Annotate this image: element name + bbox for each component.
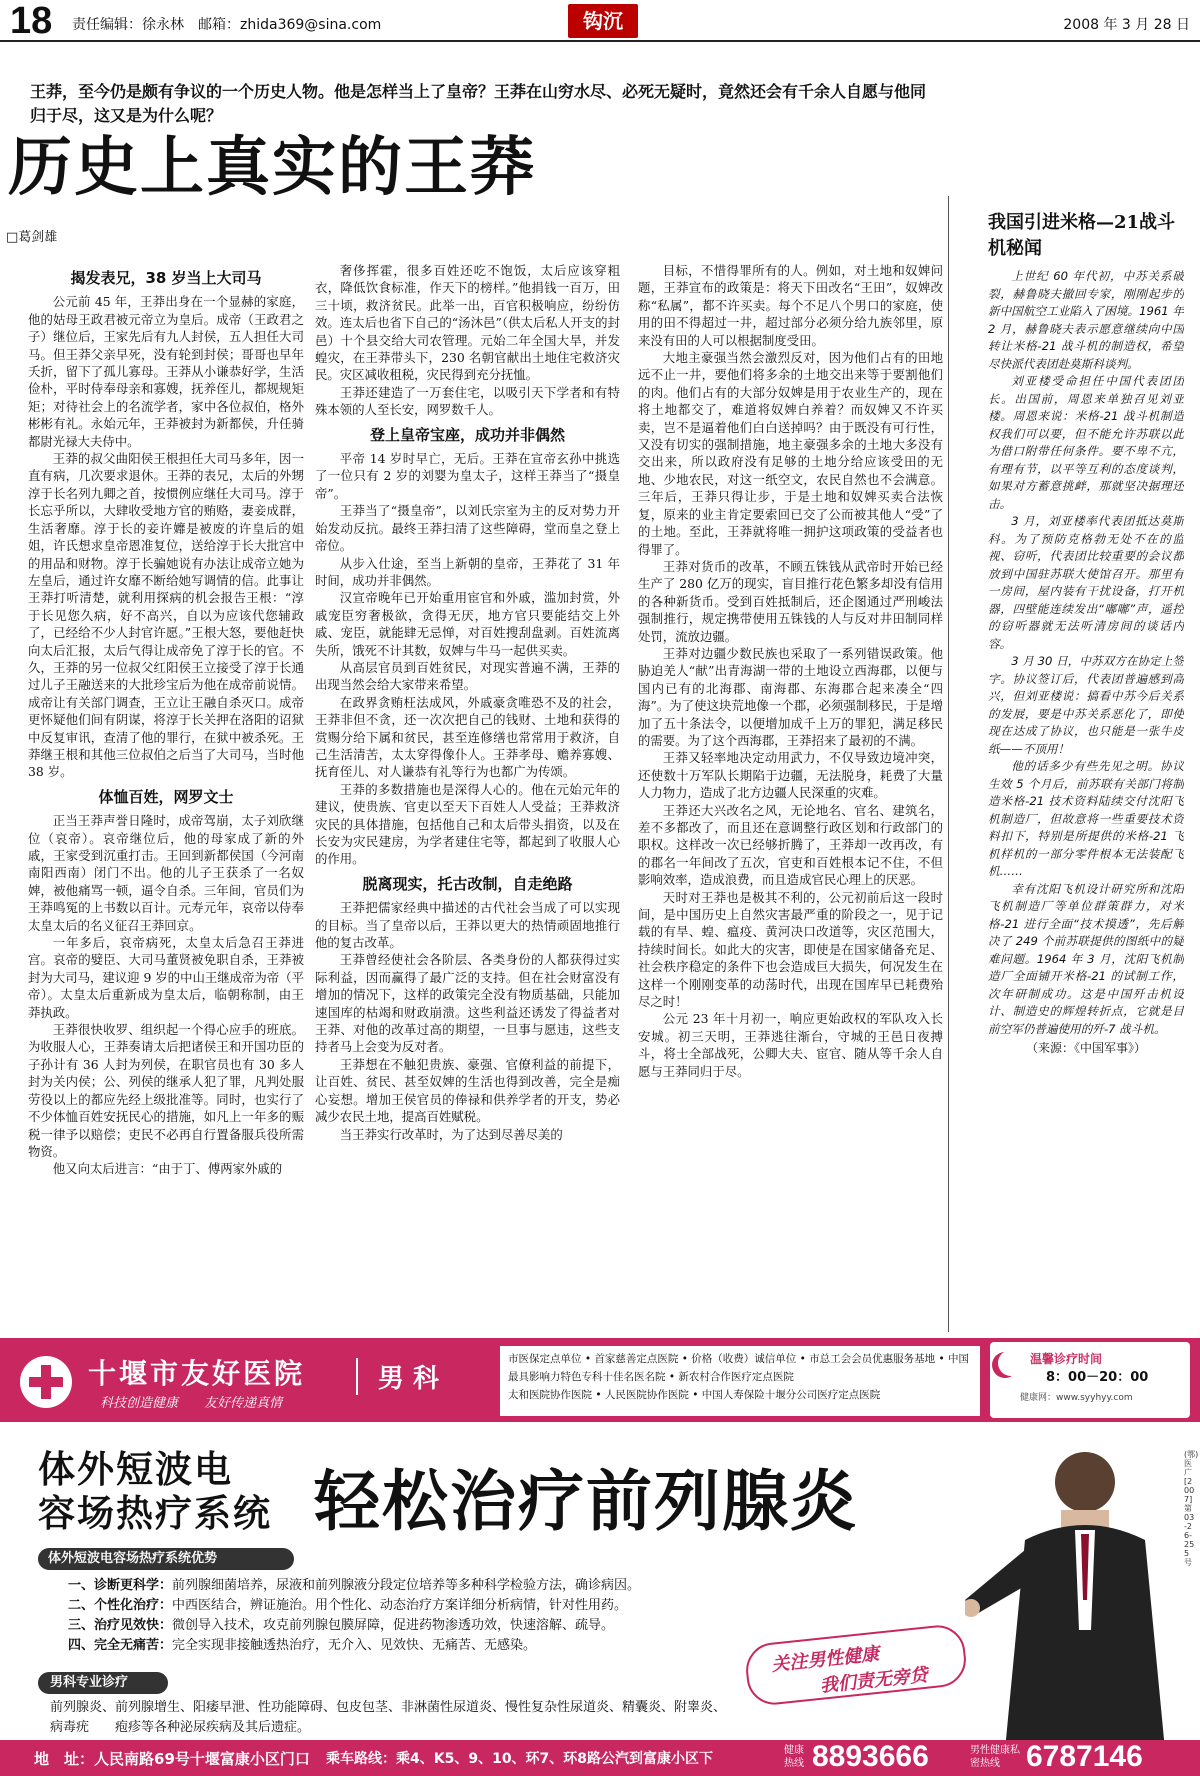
subsection-heading: 登上皇帝宝座，成功并非偶然 bbox=[369, 425, 565, 444]
article-paragraph: 王莽又轻率地决定动用武力，不仅导致边境冲突，还使数十万军队长期陷于边疆，无法脱身，耗费了大量人力物力，造成了北方边疆人民深重的灾难。 bbox=[638, 750, 943, 801]
sidebar-paragraph: 3 月，刘亚楼率代表团抵达莫斯科。为了预防克格勃无处不在的监视、窃听，代表团比较重要的会议都放到中国驻苏联大使馆召开。那里有一房间，屋内装有干扰设备，打开机器，四壁能连续发出“嘟嘟”声，遥控的窃听器就无法听清房间的谈话内容。 bbox=[988, 514, 1184, 651]
subsection-heading: 脱离现实，托古改制，自走绝路 bbox=[362, 874, 573, 893]
advantages-heading: 体外短波电容场热疗系统优势 bbox=[38, 1548, 294, 1570]
sidebar-paragraph: 刘亚楼受命担任中国代表团团长。出国前，周恩来单独召见刘亚楼。周恩来说：米格-21 战斗机制造权我们可以要，但不能允许苏联以此为借口附带任何条件。要不卑不亢，有理有节，以平等互利的态度谈判，如果对方蓄意挑衅，那就坚决据理还击。 bbox=[988, 374, 1184, 511]
article-column-1 bbox=[28, 262, 304, 1302]
sidebar-body bbox=[988, 268, 1184, 1308]
section-badge: 钩沉 bbox=[568, 4, 638, 38]
accreditation-list bbox=[500, 1346, 980, 1416]
accreditation-line: 太和医院协作医院 • 人民医院协作医院 • 中国人寿保险十堰分公司医疗定点医院 bbox=[508, 1389, 881, 1401]
article-paragraph: 天时对王莽也是极其不利的，公元初前后这一段时间，是中国历史上自然灾害最严重的阶段之一，见于记载的有旱、蝗、瘟疫、黄河决口改道等，灾区范围大，持续时间长。如此大的灾害，即使是在国家储备充足、社会秩序稳定的条件下也会造成巨大损失，何况发生在这样一个刚刚变革的动荡时代，出现在国库早已耗费殆尽之时！ bbox=[638, 889, 943, 1010]
doctor-figure-icon bbox=[965, 1430, 1165, 1750]
advantage-key: 二、个性化治疗： bbox=[68, 1598, 173, 1613]
article-paragraph: 他又向太后进言：“由于丁、傅两家外戚的 bbox=[52, 1161, 283, 1177]
advantage-key: 四、完全无痛苦： bbox=[68, 1638, 173, 1653]
sidebar-source: （来源：《中国军事》） bbox=[1025, 1041, 1146, 1055]
article-paragraph: 王莽想在不触犯贵族、豪强、官僚利益的前提下，让百姓、贫民、甚至奴婢的生活也得到改善，完全是痴心妄想。增加王侯官员的俸禄和供养学者的开支，势必减少农民土地，提高百姓赋税。 bbox=[315, 1056, 620, 1125]
subsection-heading: 体恤百姓，网罗文士 bbox=[98, 787, 234, 806]
editor-line: 责任编辑：徐永林 邮箱：zhida369@sina.com bbox=[72, 17, 382, 33]
article-paragraph: 公元 23 年十月初一，响应更始政权的军队攻入长安城。初三天明，王莽逃往渐台，守城的王邑日夜搏斗，将士全部战死，公卿大夫、宦官、随从等千余人自愿与王莽同归于尽。 bbox=[638, 1011, 943, 1079]
article-title: 历史上真实的王莽 bbox=[8, 130, 536, 205]
advantage-key: 三、治疗见效快： bbox=[68, 1618, 173, 1633]
advantage-item bbox=[68, 1596, 728, 1616]
article-paragraph: 奢侈挥霍，很多百姓还吃不饱饭，太后应该穿粗衣，降低饮食标准，作天下的榜样。”他捐钱一百万，田三十顷，救济贫民。此举一出，百官积极响应，纷纷仿效。连太后也省下自己的“汤沐邑”（供太后私人开支的封邑）十个县交给大司农管理。元始二年全国大旱，并发蝗灾，在王莽带头下，230 名朝官献出土地住宅救济灾民。灾区减收租税，灾民得到充分抚恤。 bbox=[315, 263, 620, 383]
advantage-item bbox=[68, 1576, 728, 1596]
opening-hours-box bbox=[990, 1342, 1190, 1418]
article-paragraph: 一年多后，哀帝病死，太皇太后急召王莽进宫。哀帝的嬖臣、大司马董贤被免职自杀，王莽被封为大司马，建议迎 9 岁的中山王继成帝为帝（平帝）。太皇太后重新成为皇太后，临朝称制，由王莽执政。 bbox=[28, 935, 304, 1020]
article-paragraph: 汉宣帝晚年已开始重用宦官和外戚，滥加封赏，外戚宠臣穷奢极欲，贪得无厌，地方官只要能结交上外戚、宠臣，就能肆无忌惮，对百姓搜刮盘剥。百姓流离失所，饿死不计其数，奴婢与牛马一起供买卖。 bbox=[315, 590, 620, 658]
advantage-item bbox=[68, 1616, 728, 1636]
hotline-number: 8893666 bbox=[812, 1740, 929, 1773]
hospital-slogan: 科技创造健康 友好传递真情 bbox=[100, 1396, 283, 1411]
headline-left bbox=[38, 1448, 272, 1536]
article-paragraph: 在政界贪贿枉法成风，外戚豪贪唯恐不及的社会，王莽非但不贪，还一次次把自己的钱财、土地和获得的赏赐分给下属和贫民，甚至连修缮也常常用于救济，自己生活清苦，太太穿得像仆人。王莽孝母、赡养寡嫂、抚育侄儿、对人谦恭有礼等行为也都广为传颂。 bbox=[315, 694, 620, 780]
ad-license-number: (鄂)医广[2007]第03-26-255号 bbox=[1184, 1450, 1199, 1567]
private-hotline-number: 6787146 bbox=[1026, 1740, 1143, 1773]
article-paragraph: 正当王莽声誉日隆时，成帝驾崩，太子刘欣继位（哀帝）。哀帝继位后，他的母家成了新的外戚，王家受到沉重打击。王回到新都侯国（今河南南阳西南）闭门不出。他的儿子王获杀了一名奴婢，被他痛骂一顿，逼令自杀。三年间，官员们为王莽鸣冤的上书数以百计。元寿元年，哀帝以侍奉太皇太后的名义征召王莽回京。 bbox=[28, 813, 304, 933]
hospital-address: 地 址：人民南路69号十堰富康小区门口 bbox=[34, 1750, 310, 1768]
hours-label: 温馨诊疗时间 bbox=[1030, 1352, 1103, 1366]
advantages-list bbox=[68, 1576, 728, 1656]
article-column-2 bbox=[315, 262, 620, 1302]
headline-left-line: 体外短波电 bbox=[38, 1448, 233, 1491]
sidebar-article bbox=[988, 210, 1184, 1308]
diagnosis-heading: 男科专业诊疗 bbox=[38, 1672, 168, 1694]
article-author: □葛剑雄 bbox=[6, 230, 58, 245]
article-paragraph: 王莽还大兴改名之风，无论地名、官名、建筑名，差不多都改了，而且还在意调整行政区划和行政部门的职权。这样改一次已经够折腾了，王莽却一改再改，有的郡名一年间改了五次，官吏和百姓根本记不住，不但影响效率，造成浪费，而且造成官民心理上的厌恶。 bbox=[638, 802, 943, 888]
page-header bbox=[0, 0, 1200, 42]
care-slogan-line: 我们责无旁贷 bbox=[818, 1664, 929, 1697]
column-divider bbox=[948, 196, 949, 1332]
bus-route: 乘车路线：乘4、K5、9、10、环7、环8路公汽到富康小区下 bbox=[326, 1751, 714, 1767]
article-paragraph: 公元前 45 年，王莽出身在一个显赫的家庭，他的姑母王政君被元帝立为皇后。成帝（王政君之子）继位后，王家先后有九人封侯，五人担任大司马。但王莽父亲早死，没有轮到封侯；哥哥也早年夭折，留下了孤儿寡母。王莽从小谦恭好学，生活俭朴，平时侍奉母亲和寡嫂，抚养侄儿，都规规矩矩；对待社会上的名流学者，家中各位叔伯，格外彬彬有礼。永始元年，王莽被封为新都侯，升任骑都尉光禄大夫侍中。 bbox=[28, 294, 304, 449]
article-paragraph: 从步入仕途，至当上新朝的皇帝，王莽花了 31 年时间，成功并非偶然。 bbox=[315, 555, 620, 588]
article-paragraph: 王莽曾经使社会各阶层、各类身份的人都获得过实际利益，因而赢得了最广泛的支持。但在社会财富没有增加的情况下，这样的政策完全没有物质基础，只能加速国库的枯竭和财政崩溃。这些利益还诱发了得益者对王莽、对他的改革过高的期望，一旦事与愿违，这些支持者马上会变为反对者。 bbox=[315, 952, 620, 1055]
article-paragraph: 王莽的多数措施也是深得人心的。他在元始元年的建议，使贵族、官吏以至天下百姓人人受益；王莽救济灾民的具体措施，包括他自己和太后带头捐资，以及在长安为灾民建房，为学者建住宅等，都起到了收服人心的作用。 bbox=[315, 781, 620, 867]
article-column-3 bbox=[638, 262, 943, 1302]
article-paragraph: 王莽对货币的改革，不顾五铢钱从武帝时开始已经生产了 280 亿万的现实，盲目推行花色繁多却没有信用的各种新货币。受到百姓抵制后，还企图通过严刑峻法强制推行，规定携带使用五铢钱的人与反对井田制同样处罚，流放边疆。 bbox=[638, 558, 943, 644]
article-paragraph: 平帝 14 岁时早亡，无后。王莽在宣帝玄孙中挑选了一位只有 2 岁的刘婴为皇太子，这样王莽当了“摄皇帝”。 bbox=[315, 451, 620, 501]
sidebar-paragraph: 3 月 30 日，中苏双方在协定上签字。协议签订后，代表团普遍感到高兴，但刘亚楼说：搞看中苏今后关系的发展，要是中苏关系恶化了，即使现在达成了协议，也只能是一张牛皮纸——不顶用！ bbox=[988, 654, 1184, 756]
hours-time: 8：00－20：00 bbox=[1046, 1370, 1149, 1385]
article-paragraph: 大地主豪强当然会激烈反对，因为他们占有的田地远不止一井，要他们将多余的土地交出来等于要割他们的肉。他们占有的大部分奴婢是用于农业生产的，现在将土地都交了，难道将奴婢白养着？而奴婢又不许买卖，岂不是逼着他们白白送掉吗？由于既没有可行性，又没有切实的强制措施，地主豪强多余的土地大多没有交出来，所以政府没有足够的土地分给应该受田的无地、少地农民，对这一纸空文，农民自然也不会满意。三年后，王莽只得让步，于是土地和奴婢买卖合法恢复，原来的业主肯定要索回已交了公而被其他人“受”了的土地。至此，王莽就将唯一拥护这项政策的受益者也得罪了。 bbox=[638, 350, 943, 557]
hospital-name: 十堰市友好医院 bbox=[88, 1357, 306, 1390]
diagnosis-list: 前列腺炎、前列腺增生、阳痿早泄、性功能障碍、包皮包茎、非淋菌性尿道炎、慢性复杂性尿道炎、精囊炎、附睾炎、病毒疣 疱疹等各种泌尿疾病及其后遗症。 bbox=[50, 1700, 727, 1735]
advantage-item bbox=[68, 1636, 728, 1656]
article-paragraph: 王莽把儒家经典中描述的古代社会当成了可以实现的目标。当了皇帝以后，王莽以更大的热情顽固地推行他的复古改革。 bbox=[315, 900, 620, 951]
issue-date: 2008 年 3 月 28 日 bbox=[1063, 17, 1190, 33]
article-paragraph: 王莽当了“摄皇帝”，以刘氏宗室为主的反对势力开始发动反抗。最终王莽扫清了这些障碍，堂而皇之登上帝位。 bbox=[315, 503, 620, 554]
private-hotline-label: 男性健康私密热线 bbox=[970, 1745, 1020, 1769]
hospital-website: 健康网：www.syyhyy.com bbox=[1020, 1393, 1133, 1403]
article-paragraph: 当王莽实行改革时，为了达到尽善尽美的 bbox=[339, 1126, 563, 1142]
ad-header-band bbox=[0, 1338, 1200, 1422]
sidebar-paragraph: 他的话多少有些先见之明。协议生效 5 个月后，前苏联有关部门将制造米格-21 技术资料陆续交付沈阳飞机制造厂，但故意将一些重要技术资料扣下，特别是所提供的米格-21 飞机样机的一部分零件根本无法装配飞机…… bbox=[988, 759, 1184, 878]
subsection-heading: 揭发表兄，38 岁当上大司马 bbox=[70, 269, 262, 287]
headline-main: 轻松治疗前列腺炎 bbox=[314, 1463, 858, 1540]
accreditation-line: 市医保定点单位 • 首家慈善定点医院 • 价格（收费）诚信单位 • 市总工会会员优惠服务基地 • 中国最具影响力特色专科十佳名医名院 • 新农村合作医疗定点医院 bbox=[508, 1353, 969, 1383]
advantage-value: 前列腺细菌培养，尿液和前列腺液分段定位培养等多种科学检验方法，确诊病因。 bbox=[172, 1578, 641, 1593]
sidebar-title: 我国引进米格—21战斗机秘闻 bbox=[988, 212, 1176, 259]
moon-icon bbox=[998, 1350, 1024, 1376]
advantage-value: 完全实现非接触透热治疗，无介入、见效快、无痛苦、无感染。 bbox=[172, 1638, 537, 1653]
care-slogan-line: 关注男性健康 bbox=[770, 1643, 881, 1676]
sidebar-paragraph: 上世纪 60 年代初，中苏关系破裂，赫鲁晓夫撤回专家，刚刚起步的新中国航空工业陷入了困境。1961 年 2 月，赫鲁晓夫表示愿意继续向中国转让米格-21 战斗机的制造权，希望尽快派代表团赴莫斯科谈判。 bbox=[988, 269, 1184, 371]
hotline-label: 健康热线 bbox=[784, 1745, 804, 1769]
advantage-key: 一、诊断更科学： bbox=[68, 1578, 173, 1593]
article-paragraph: 王莽对边疆少数民族也采取了一系列错误政策。他胁迫羌人“献”出青海湖一带的土地设立西海郡，以便与国内已有的北海郡、南海郡、东海郡合起来凑全“四海”。为了使这块荒地像一个郡，必须强制移民，于是增加了五十条法令，以便增加成千上万的罪犯，满足移民的需要。为了这个西海郡，王莽招来了最初的不满。 bbox=[638, 645, 943, 748]
advantage-value: 中西医结合，辨证施治。用个性化、动态治疗方案详细分析病情，针对性用药。 bbox=[172, 1598, 628, 1613]
headline-left-line: 容场热疗系统 bbox=[38, 1492, 272, 1535]
article-paragraph: 从高层官员到百姓贫民，对现实普遍不满，王莽的出现当然会给大家带来希望。 bbox=[315, 659, 620, 693]
article-paragraph: 王莽的叔父曲阳侯王根担任大司马多年，因一直有病，几次要求退休。王莽的表兄，太后的外甥淳于长名列九卿之首，按惯例应继任大司马。淳于长忘乎所以，大肆收受地方官的贿赂，妻妾成群，生活奢靡。淳于长的妾许孊是被废的许皇后的姐姐，许氏想求皇帝恩准复位，送给淳于长大批宫中的用品和财物。淳于长骗她说有办法让成帝立她为左皇后，通过许女靡不断给她写调情的信。此事让王莽打听清楚，就利用探病的机会报告王根：“淳于长见您久病，好不高兴，自以为应该代您辅政了，已经给不少人封官许愿。”王根大怒，要他赶快向太后汇报，太后气得让成帝免了淳于长的官。不久，王莽的另一位叔父红阳侯王立接受了淳于长通过儿子王融送来的大批珍宝后为他在成帝前说情。成帝让有关部门调查，王立让王融自杀灭口。成帝更怀疑他们间有阴谋，将淳于长关押在洛阳的诏狱中反复审讯，查清了他的罪行，在狱中被杀死。王莽继王根和其他三位叔伯之后当了大司马，当时他 38 岁。 bbox=[28, 451, 304, 780]
page-number: 18 bbox=[10, 0, 53, 42]
care-slogan-badge bbox=[743, 1623, 968, 1708]
contact-bar bbox=[0, 1740, 1200, 1776]
sidebar-paragraph: 幸有沈阳飞机设计研究所和沈阳飞机制造厂等单位群策群力，对米格-21 进行全面“技术摸透”，先后解决了 249 个前苏联提供的图纸中的疑难问题。1964 年 3 月，沈阳飞机制造厂全面铺开米格-21 的试制工作，次年研制成功。这是中国歼击机设计、制造史的辉煌转折点，它就是目前空军仍普遍使用的歼-7 战斗机。 bbox=[988, 881, 1184, 1036]
article-intro: 王莽，至今仍是颇有争议的一个历史人物。他是怎样当上了皇帝？王莽在山穷水尽、必死无疑时，竟然还会有千余人自愿与他同归于尽，这又是为什么呢？ bbox=[30, 82, 927, 125]
department-label: 男 科 bbox=[356, 1358, 439, 1395]
advantage-value: 微创导入技术，攻克前列腺包膜屏障，促进药物渗透功效，快速溶解、疏导。 bbox=[172, 1618, 615, 1633]
article-paragraph: 目标，不惜得罪所有的人。例如，对土地和奴婢问题，王莽宣布的政策是：将天下田改名“王田”，奴婢改称“私属”，都不许买卖。每个不足八个男口的家庭，使用的田不得超过一井，超过部分必须分给九族邻里，原来没有田的人可以根据制度受田。 bbox=[638, 263, 943, 348]
cross-logo-icon bbox=[20, 1356, 72, 1408]
article-paragraph: 王莽很快收罗、组织起一个得心应手的班底。为收服人心，王莽奏请太后把诸侯王和开国功臣的子孙计有 36 人封为列侯，在职官员也有 30 多人封为关内侯；公、列侯的继承人犯了罪，凡判处服劳役以上的都应先经上级批准等。同时，也实行了不少体恤百姓安抚民心的措施，如凡上一年多的赈税一律予以赔偿；吏民不必再自行置备服兵役所需物资。 bbox=[28, 1022, 304, 1159]
article-paragraph: 王莽还建造了一万套住宅，以吸引天下学者和有特殊本领的人至长安，网罗数千人。 bbox=[315, 384, 620, 418]
hospital-advertisement bbox=[0, 1338, 1200, 1776]
